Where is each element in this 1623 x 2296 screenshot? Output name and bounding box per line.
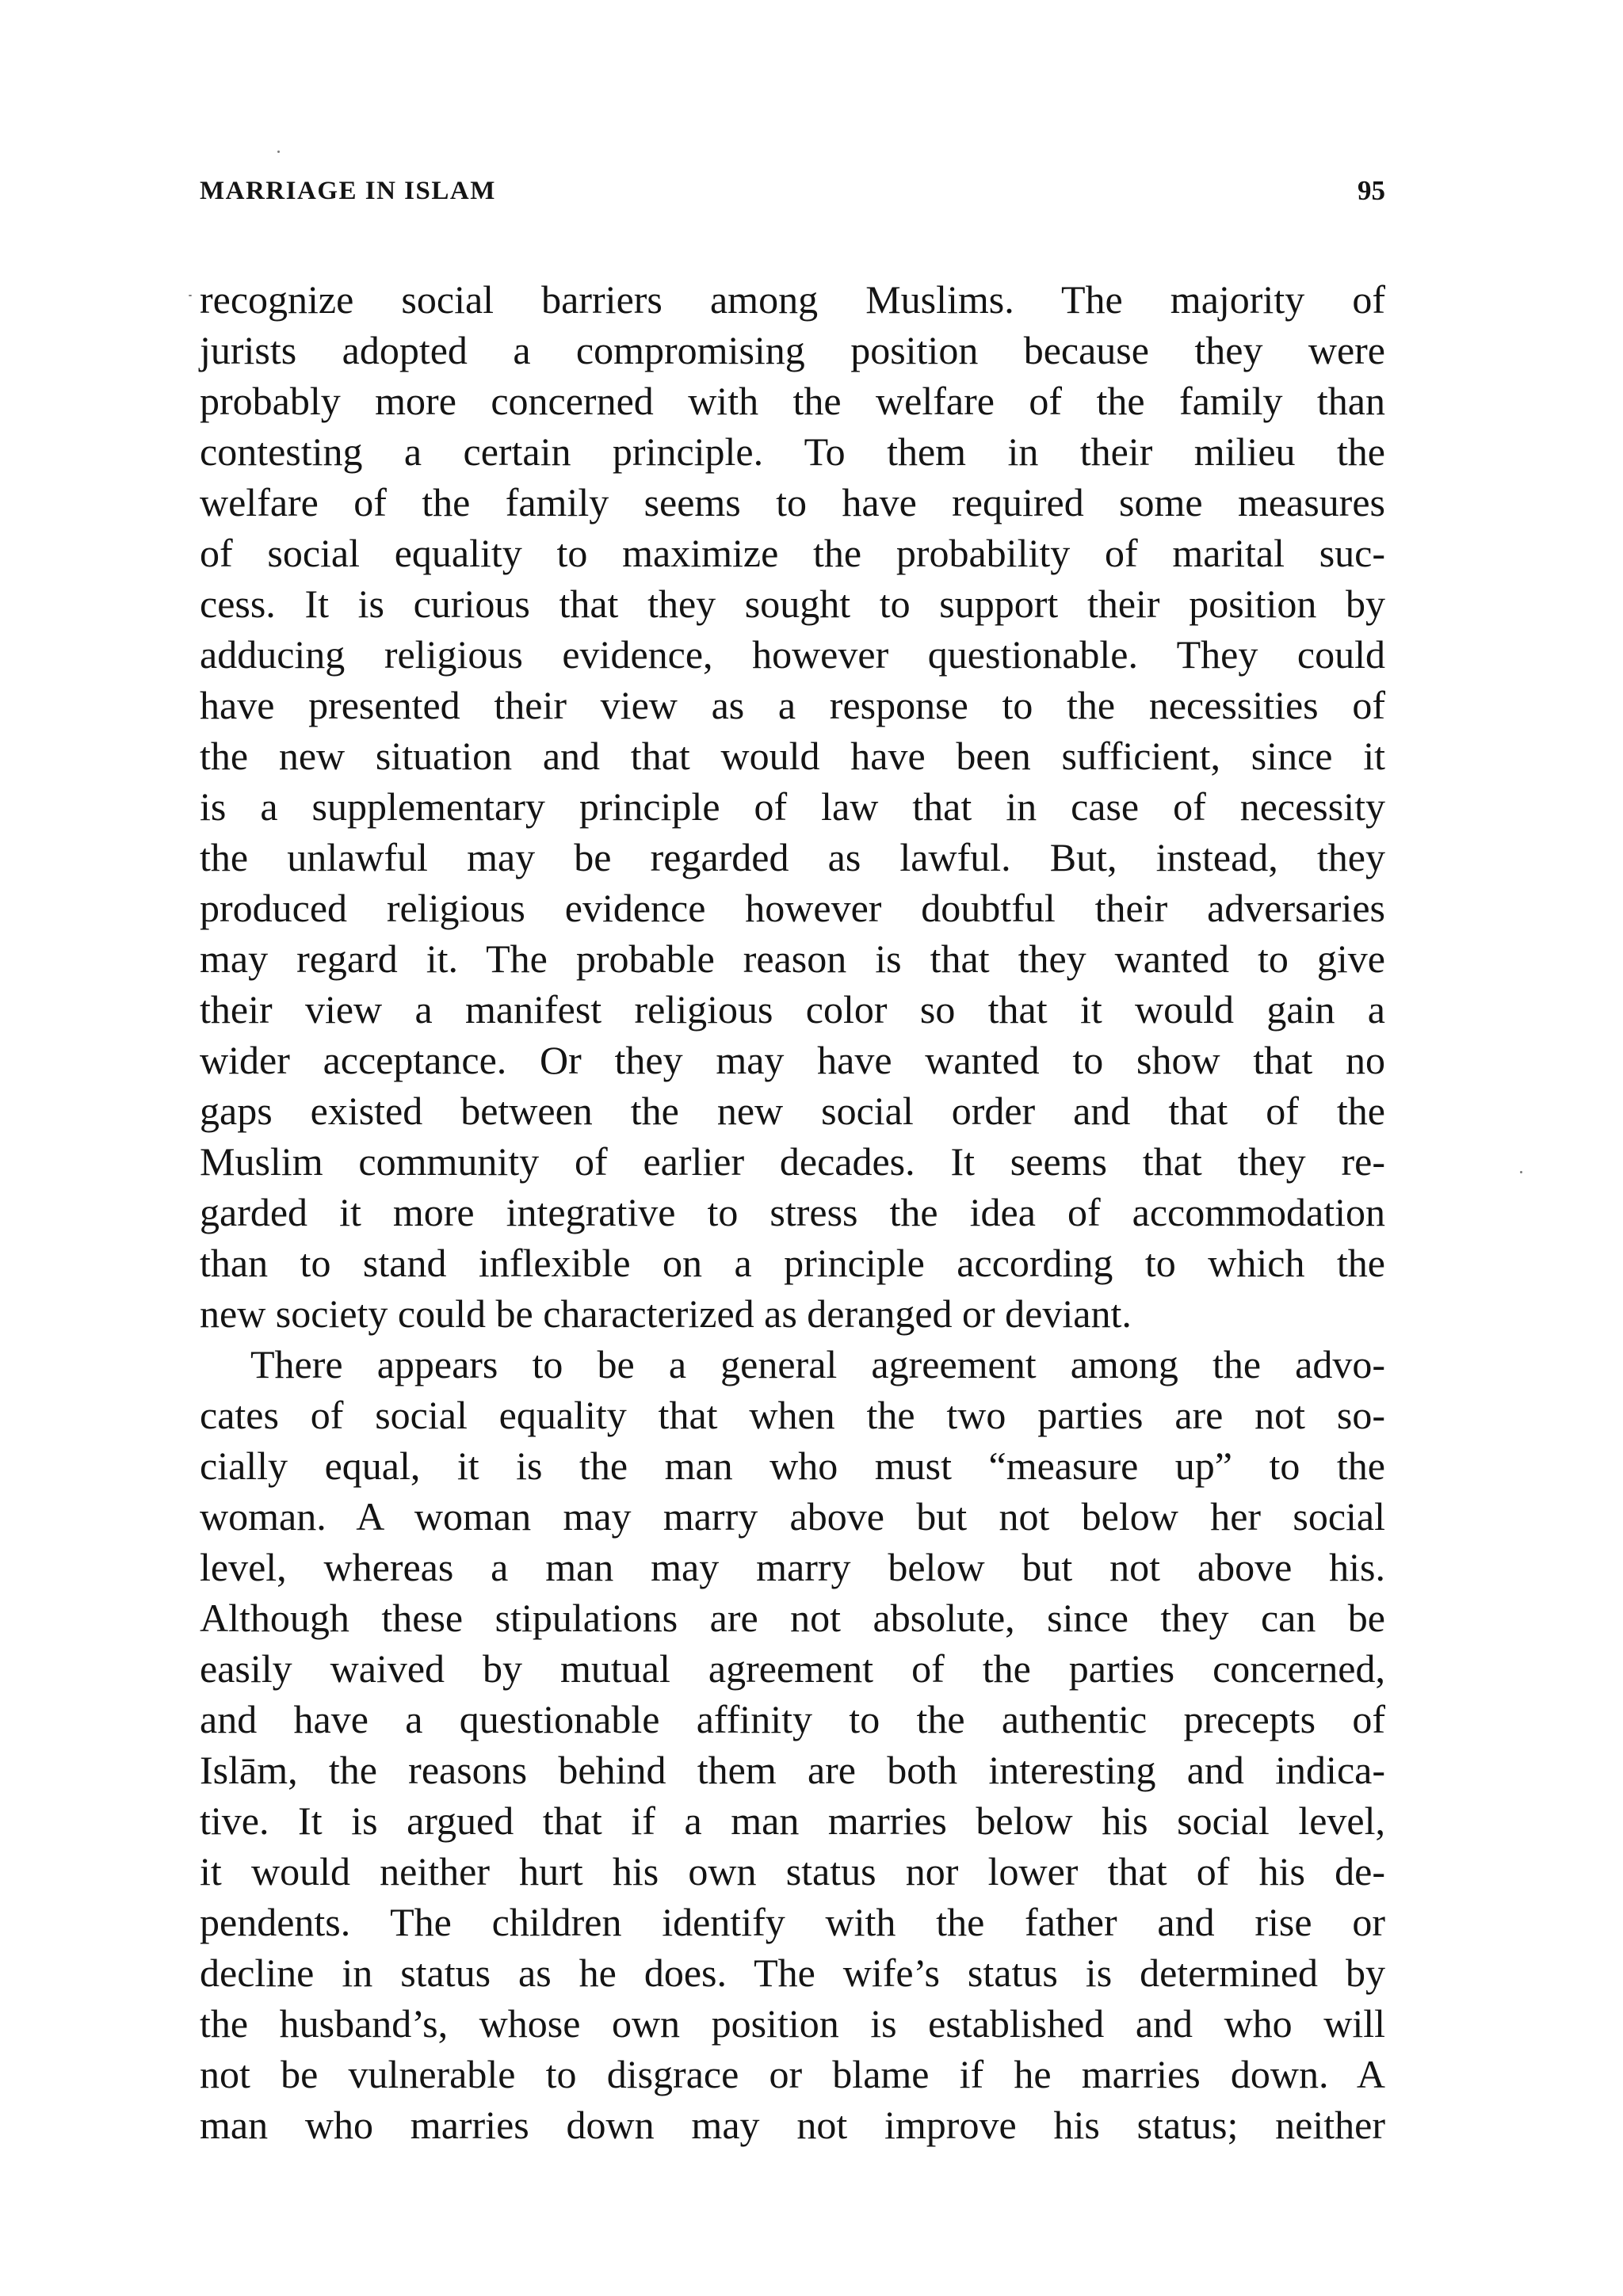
text-line: There appears to be a general agreement among the advo- bbox=[250, 1342, 1385, 1386]
text-line: than to stand inflexible on a principle according to which the bbox=[200, 1241, 1385, 1285]
text-line: and have a questionable affinity to the authentic precepts of bbox=[200, 1697, 1385, 1741]
text-line: Although these stipulations are not absolute, since they can be bbox=[200, 1596, 1385, 1640]
text-line: gaps existed between the new social order and that of the bbox=[200, 1089, 1385, 1133]
text-line: decline in status as he does. The wife’s status is determined by bbox=[200, 1951, 1385, 1995]
text-line: of social equality to maximize the probability of marital suc- bbox=[200, 531, 1385, 575]
paragraph-1 bbox=[200, 274, 1385, 1339]
text-line: the new situation and that would have been sufficient, since it bbox=[200, 734, 1385, 778]
text-line: may regard it. The probable reason is that they wanted to give bbox=[200, 936, 1385, 981]
text-line: probably more concerned with the welfare of the family than bbox=[200, 379, 1385, 423]
paragraph-2 bbox=[200, 1339, 1385, 2150]
text-line: level, whereas a man may marry below but not above his. bbox=[200, 1545, 1385, 1589]
scan-speck bbox=[189, 295, 192, 296]
text-line: adducing religious evidence, however questionable. They could bbox=[200, 632, 1385, 677]
text-line: their view a manifest religious color so that it would gain a bbox=[200, 987, 1385, 1032]
scan-speck bbox=[277, 151, 280, 153]
text-line: pendents. The children identify with the father and rise or bbox=[200, 1900, 1385, 1944]
text-line: Islām, the reasons behind them are both interesting and indica- bbox=[200, 1748, 1385, 1792]
text-line: welfare of the family seems to have required some measures bbox=[200, 480, 1385, 524]
text-line: Muslim community of earlier decades. It seems that they re- bbox=[200, 1139, 1385, 1184]
text-line: produced religious evidence however doubtful their adversaries bbox=[200, 886, 1385, 930]
text-line: woman. A woman may marry above but not below her social bbox=[200, 1494, 1385, 1539]
text-line: is a supplementary principle of law that in case of necessity bbox=[200, 784, 1385, 829]
text-line: it would neither hurt his own status nor lower that of his de- bbox=[200, 1849, 1385, 1894]
text-line: wider acceptance. Or they may have wanted to show that no bbox=[200, 1038, 1385, 1082]
text-line: recognize social barriers among Muslims. The majority of bbox=[200, 277, 1385, 322]
text-line: man who marries down may not improve his status; neither bbox=[200, 2103, 1385, 2147]
text-line: jurists adopted a compromising position because they were bbox=[200, 328, 1385, 372]
running-head bbox=[200, 173, 1385, 209]
text-line: easily waived by mutual agreement of the parties concerned, bbox=[200, 1646, 1385, 1691]
text-line: the unlawful may be regarded as lawful. But, instead, they bbox=[200, 835, 1385, 879]
text-line: new society could be characterized as deranged or deviant. bbox=[200, 1291, 1132, 1336]
text-line: cates of social equality that when the two parties are not so- bbox=[200, 1393, 1385, 1437]
running-title: MARRIAGE IN ISLAM bbox=[200, 177, 496, 205]
body-text bbox=[200, 274, 1385, 2150]
text-line: have presented their view as a response to the necessities of bbox=[200, 683, 1385, 727]
text-line: garded it more integrative to stress the idea of accommodation bbox=[200, 1190, 1385, 1234]
text-line: not be vulnerable to disgrace or blame if he marries down. A bbox=[200, 2052, 1385, 2096]
scan-speck bbox=[1520, 1171, 1522, 1173]
text-line: tive. It is argued that if a man marries below his social level, bbox=[200, 1798, 1385, 1843]
text-line: the husband’s, whose own position is established and who will bbox=[200, 2001, 1385, 2046]
text-line: contesting a certain principle. To them in their milieu the bbox=[200, 429, 1385, 474]
text-line: cially equal, it is the man who must “measure up” to the bbox=[200, 1444, 1385, 1488]
text-line: cess. It is curious that they sought to support their position by bbox=[200, 582, 1385, 626]
page-number: 95 bbox=[1358, 175, 1385, 206]
